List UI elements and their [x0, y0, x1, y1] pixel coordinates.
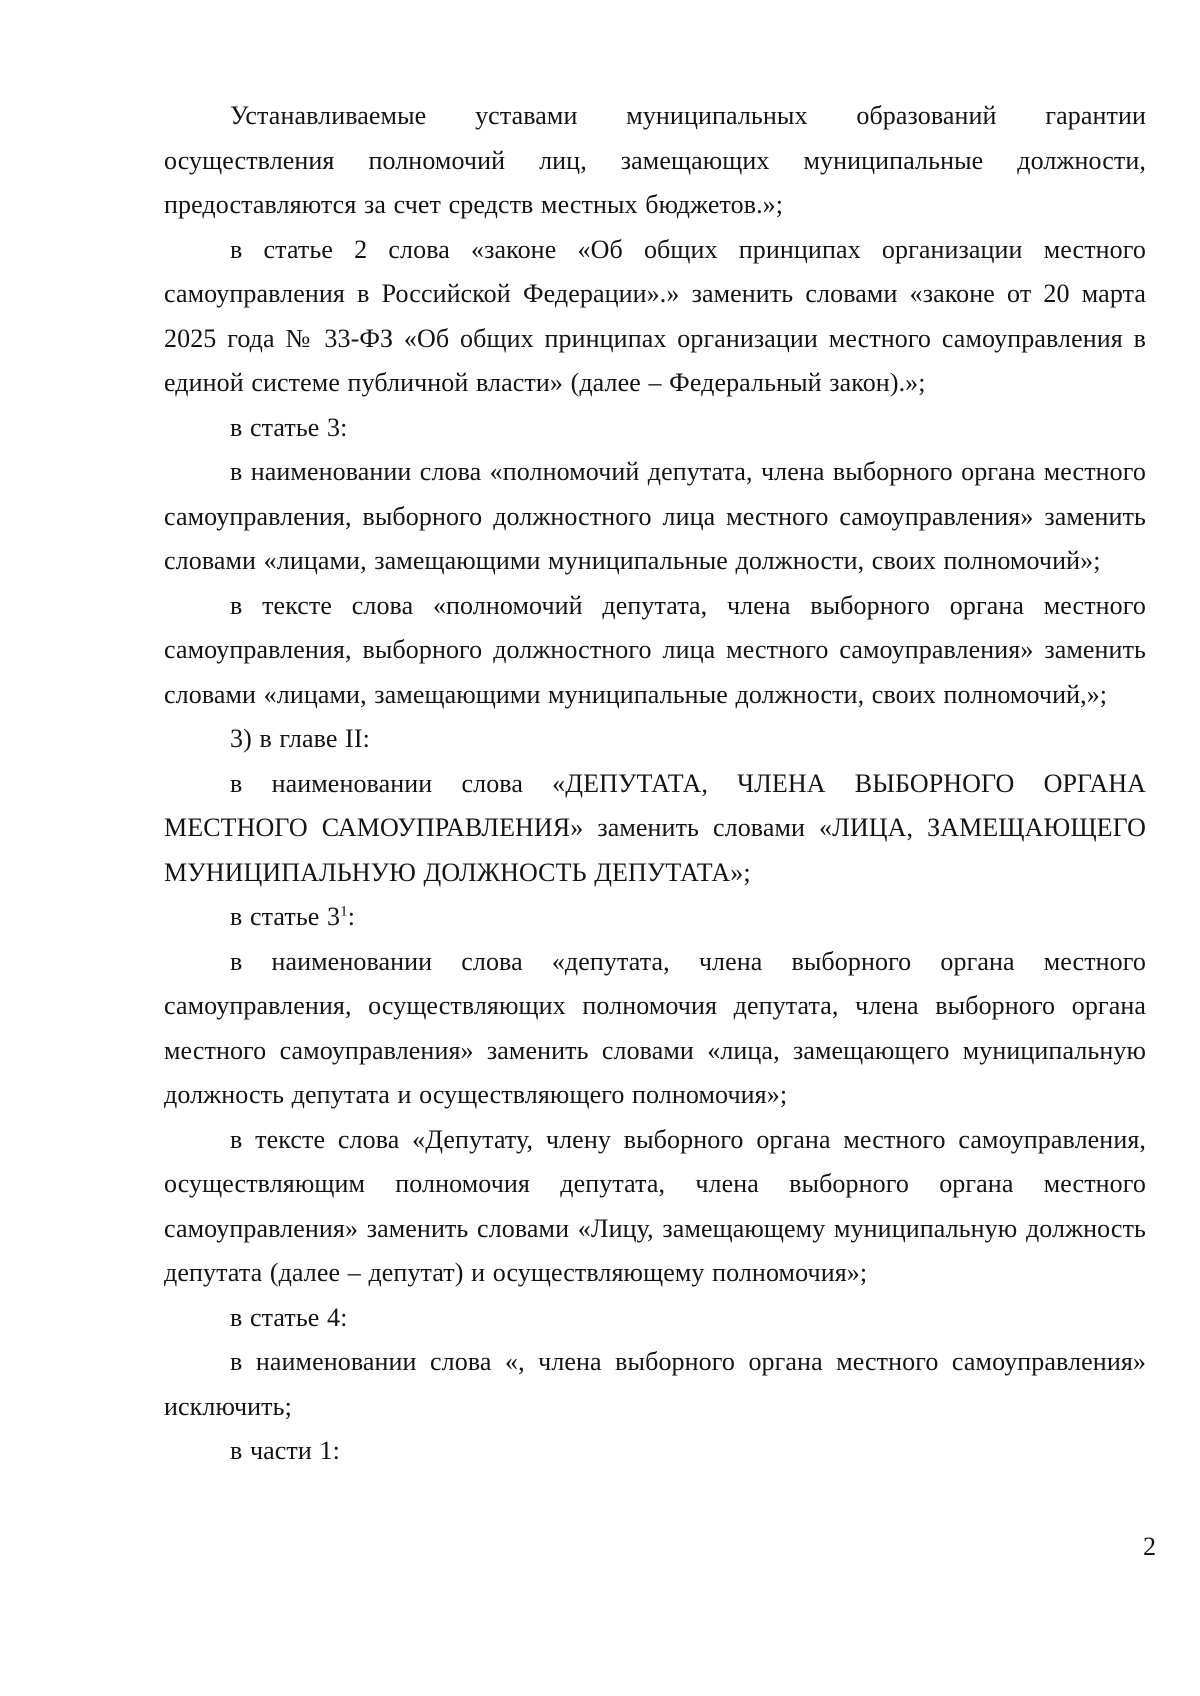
page-number: 2 [1143, 1532, 1156, 1561]
document-body [164, 94, 1146, 1474]
paragraph: Устанавливаемые уставами муниципальных образований гарантии осуществления полномочий лиц, замещающих муниципальные должности, предоставляются за счет средств местных бюджетов.»; [164, 101, 1146, 219]
paragraph: в наименовании слова «депутата, члена выборного органа местного самоуправления, осуществляющих полномочия депутата, члена выборного органа местного самоуправления» заменить словами «лица, замещающего муниципальную должность депутата и осуществляющего полномочия»; [164, 946, 1146, 1109]
paragraph: в тексте слова «Депутату, члену выборного органа местного самоуправления, осуществляющим полномочия депутата, члена выборного органа местного самоуправления» заменить словами «Лицу, замещающему муниципальную должность депутата (далее – депутат) и осуществляющему полномочия»; [164, 1124, 1146, 1287]
paragraph: в тексте слова «полномочий депутата, члена выборного органа местного самоуправления, выборного должностного лица местного самоуправления» заменить словами «лицами, замещающими муниципальные должности, своих полномочий,»; [164, 590, 1146, 709]
article-heading-prefix: в статье 3 [230, 902, 341, 931]
paragraph: в статье 3: [230, 412, 348, 442]
article-heading-superscript: 1 [340, 903, 348, 920]
paragraph: в части 1: [230, 1436, 340, 1465]
paragraph: в статье 4: [230, 1302, 348, 1332]
paragraph: в наименовании слова «полномочий депутата, члена выборного органа местного самоуправления, выборного должностного лица местного самоуправления» заменить словами «лицами, замещающими муниципальные должности, своих полномочий»; [164, 457, 1146, 575]
paragraph: 3) в главе II: [230, 724, 370, 753]
article-heading [164, 895, 1146, 940]
paragraph: в наименовании слова «ДЕПУТАТА, ЧЛЕНА ВЫБОРНОГО ОРГАНА МЕСТНОГО САМОУПРАВЛЕНИЯ» заменить словами «ЛИЦА, ЗАМЕЩАЮЩЕГО МУНИЦИПАЛЬНУЮ ДОЛЖНОСТЬ ДЕПУТАТА»; [164, 768, 1146, 887]
article-heading-suffix: : [347, 902, 356, 931]
paragraph: в наименовании слова «, члена выборного органа местного самоуправления» исключить; [164, 1347, 1146, 1421]
paragraph: в статье 2 слова «законе «Об общих принципах организации местного самоуправления в Российской Федерации».» заменить словами «законе от 20 марта 2025 года № 33-ФЗ «Об общих принципах организации местного самоуправления в единой системе публичной власти» (далее – Федеральный закон).»; [164, 234, 1146, 397]
